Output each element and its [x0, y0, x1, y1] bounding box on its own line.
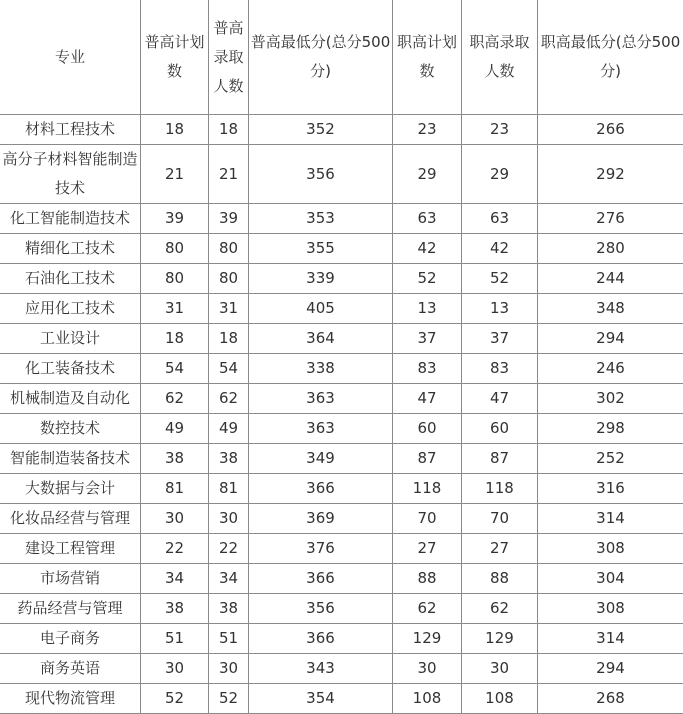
cell-major: 石油化工技术	[0, 264, 141, 294]
cell-vocational-min-score: 314	[538, 624, 683, 654]
cell-general-plan: 18	[141, 324, 209, 354]
cell-general-admitted: 80	[209, 234, 249, 264]
table-row	[0, 145, 683, 204]
cell-general-admitted: 80	[209, 264, 249, 294]
cell-vocational-plan: 29	[393, 145, 462, 204]
cell-vocational-min-score: 298	[538, 414, 683, 444]
cell-vocational-admitted: 52	[462, 264, 538, 294]
cell-general-plan: 80	[141, 264, 209, 294]
cell-general-plan: 31	[141, 294, 209, 324]
cell-vocational-plan: 88	[393, 564, 462, 594]
cell-vocational-plan: 27	[393, 534, 462, 564]
cell-general-plan: 38	[141, 594, 209, 624]
cell-vocational-plan: 108	[393, 684, 462, 714]
cell-vocational-admitted: 63	[462, 204, 538, 234]
cell-vocational-plan: 87	[393, 444, 462, 474]
header-row	[0, 0, 683, 115]
cell-vocational-admitted: 30	[462, 654, 538, 684]
cell-general-admitted: 38	[209, 594, 249, 624]
cell-major: 大数据与会计	[0, 474, 141, 504]
cell-general-min-score: 376	[249, 534, 393, 564]
cell-general-min-score: 364	[249, 324, 393, 354]
cell-general-plan: 30	[141, 504, 209, 534]
cell-major: 药品经营与管理	[0, 594, 141, 624]
table-row	[0, 115, 683, 145]
cell-vocational-min-score: 308	[538, 594, 683, 624]
cell-general-min-score: 338	[249, 354, 393, 384]
table-row	[0, 684, 683, 714]
cell-vocational-plan: 42	[393, 234, 462, 264]
cell-vocational-admitted: 118	[462, 474, 538, 504]
cell-vocational-min-score: 252	[538, 444, 683, 474]
table-row	[0, 474, 683, 504]
table-row	[0, 324, 683, 354]
header-general-admitted: 普高录取人数	[209, 0, 249, 115]
cell-vocational-plan: 70	[393, 504, 462, 534]
cell-vocational-plan: 37	[393, 324, 462, 354]
cell-general-min-score: 369	[249, 504, 393, 534]
cell-major: 应用化工技术	[0, 294, 141, 324]
cell-general-min-score: 356	[249, 594, 393, 624]
header-vocational-plan: 职高计划数	[393, 0, 462, 115]
cell-major: 数控技术	[0, 414, 141, 444]
table-row	[0, 534, 683, 564]
cell-general-admitted: 30	[209, 654, 249, 684]
cell-general-admitted: 18	[209, 115, 249, 145]
cell-vocational-admitted: 88	[462, 564, 538, 594]
table-row	[0, 594, 683, 624]
cell-vocational-plan: 13	[393, 294, 462, 324]
cell-major: 工业设计	[0, 324, 141, 354]
cell-major: 市场营销	[0, 564, 141, 594]
cell-vocational-admitted: 60	[462, 414, 538, 444]
cell-vocational-plan: 129	[393, 624, 462, 654]
cell-vocational-admitted: 37	[462, 324, 538, 354]
cell-general-admitted: 22	[209, 534, 249, 564]
cell-general-min-score: 356	[249, 145, 393, 204]
cell-vocational-min-score: 314	[538, 504, 683, 534]
cell-general-min-score: 353	[249, 204, 393, 234]
table-row	[0, 624, 683, 654]
table-row	[0, 444, 683, 474]
cell-vocational-admitted: 27	[462, 534, 538, 564]
header-vocational-min-score: 职高最低分(总分500分)	[538, 0, 683, 115]
cell-major: 化工装备技术	[0, 354, 141, 384]
table-row	[0, 384, 683, 414]
cell-major: 精细化工技术	[0, 234, 141, 264]
cell-general-plan: 21	[141, 145, 209, 204]
cell-vocational-admitted: 42	[462, 234, 538, 264]
cell-vocational-min-score: 268	[538, 684, 683, 714]
cell-major: 化妆品经营与管理	[0, 504, 141, 534]
cell-general-admitted: 52	[209, 684, 249, 714]
cell-general-plan: 18	[141, 115, 209, 145]
cell-vocational-admitted: 83	[462, 354, 538, 384]
cell-vocational-plan: 83	[393, 354, 462, 384]
cell-vocational-min-score: 348	[538, 294, 683, 324]
cell-general-admitted: 31	[209, 294, 249, 324]
table-row	[0, 654, 683, 684]
cell-vocational-admitted: 47	[462, 384, 538, 414]
cell-vocational-admitted: 129	[462, 624, 538, 654]
cell-vocational-min-score: 280	[538, 234, 683, 264]
header-general-min-score: 普高最低分(总分500分)	[249, 0, 393, 115]
cell-general-plan: 39	[141, 204, 209, 234]
cell-major: 机械制造及自动化	[0, 384, 141, 414]
cell-general-admitted: 54	[209, 354, 249, 384]
cell-vocational-admitted: 108	[462, 684, 538, 714]
cell-general-min-score: 339	[249, 264, 393, 294]
cell-vocational-plan: 47	[393, 384, 462, 414]
cell-vocational-admitted: 70	[462, 504, 538, 534]
header-general-plan: 普高计划数	[141, 0, 209, 115]
cell-general-plan: 52	[141, 684, 209, 714]
cell-vocational-plan: 62	[393, 594, 462, 624]
cell-general-plan: 22	[141, 534, 209, 564]
cell-major: 高分子材料智能制造技术	[0, 145, 141, 204]
cell-general-plan: 62	[141, 384, 209, 414]
cell-vocational-plan: 63	[393, 204, 462, 234]
table-body	[0, 115, 683, 714]
cell-general-plan: 30	[141, 654, 209, 684]
cell-major: 化工智能制造技术	[0, 204, 141, 234]
cell-vocational-admitted: 23	[462, 115, 538, 145]
cell-general-plan: 81	[141, 474, 209, 504]
cell-general-min-score: 363	[249, 384, 393, 414]
cell-general-min-score: 354	[249, 684, 393, 714]
cell-vocational-plan: 118	[393, 474, 462, 504]
cell-general-plan: 80	[141, 234, 209, 264]
cell-vocational-admitted: 62	[462, 594, 538, 624]
cell-vocational-min-score: 292	[538, 145, 683, 204]
cell-vocational-admitted: 29	[462, 145, 538, 204]
cell-vocational-plan: 60	[393, 414, 462, 444]
cell-vocational-min-score: 266	[538, 115, 683, 145]
cell-vocational-min-score: 294	[538, 654, 683, 684]
cell-general-admitted: 51	[209, 624, 249, 654]
cell-vocational-min-score: 276	[538, 204, 683, 234]
cell-major: 商务英语	[0, 654, 141, 684]
header-major: 专业	[0, 0, 141, 115]
table-row	[0, 294, 683, 324]
cell-general-plan: 38	[141, 444, 209, 474]
cell-general-min-score: 352	[249, 115, 393, 145]
cell-vocational-min-score: 246	[538, 354, 683, 384]
cell-major: 材料工程技术	[0, 115, 141, 145]
cell-general-min-score: 366	[249, 474, 393, 504]
cell-vocational-admitted: 13	[462, 294, 538, 324]
cell-vocational-min-score: 304	[538, 564, 683, 594]
header-vocational-admitted: 职高录取人数	[462, 0, 538, 115]
table-row	[0, 204, 683, 234]
cell-general-min-score: 405	[249, 294, 393, 324]
cell-general-plan: 54	[141, 354, 209, 384]
cell-vocational-admitted: 87	[462, 444, 538, 474]
table-row	[0, 564, 683, 594]
cell-general-min-score: 343	[249, 654, 393, 684]
cell-general-plan: 34	[141, 564, 209, 594]
cell-major: 电子商务	[0, 624, 141, 654]
cell-general-min-score: 363	[249, 414, 393, 444]
cell-vocational-min-score: 316	[538, 474, 683, 504]
cell-vocational-plan: 30	[393, 654, 462, 684]
cell-general-min-score: 355	[249, 234, 393, 264]
cell-vocational-min-score: 294	[538, 324, 683, 354]
cell-vocational-min-score: 308	[538, 534, 683, 564]
cell-general-min-score: 366	[249, 564, 393, 594]
cell-major: 现代物流管理	[0, 684, 141, 714]
cell-vocational-min-score: 302	[538, 384, 683, 414]
cell-general-min-score: 366	[249, 624, 393, 654]
table-row	[0, 264, 683, 294]
cell-general-plan: 51	[141, 624, 209, 654]
cell-general-admitted: 62	[209, 384, 249, 414]
cell-general-admitted: 49	[209, 414, 249, 444]
cell-general-admitted: 34	[209, 564, 249, 594]
cell-general-plan: 49	[141, 414, 209, 444]
cell-major: 建设工程管理	[0, 534, 141, 564]
table-row	[0, 414, 683, 444]
table-row	[0, 354, 683, 384]
cell-general-admitted: 21	[209, 145, 249, 204]
cell-vocational-plan: 52	[393, 264, 462, 294]
cell-general-admitted: 30	[209, 504, 249, 534]
cell-general-admitted: 38	[209, 444, 249, 474]
cell-general-admitted: 39	[209, 204, 249, 234]
table-row	[0, 504, 683, 534]
cell-vocational-plan: 23	[393, 115, 462, 145]
cell-general-admitted: 81	[209, 474, 249, 504]
cell-general-admitted: 18	[209, 324, 249, 354]
cell-major: 智能制造装备技术	[0, 444, 141, 474]
cell-vocational-min-score: 244	[538, 264, 683, 294]
cell-general-min-score: 349	[249, 444, 393, 474]
table-row	[0, 234, 683, 264]
